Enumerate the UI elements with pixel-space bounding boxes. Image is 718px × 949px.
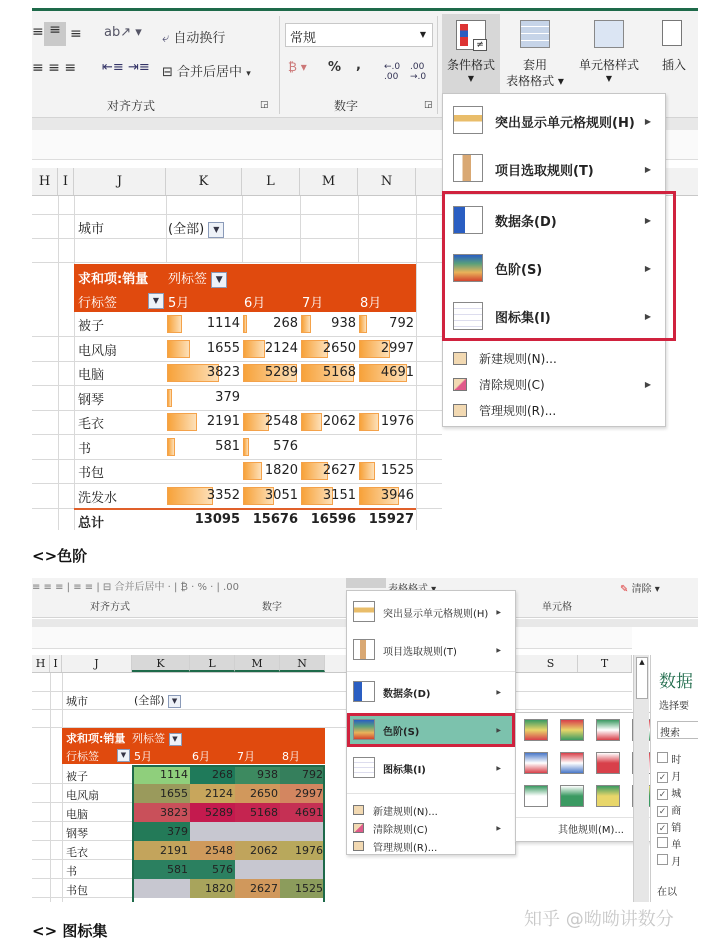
color-scale-cell[interactable]: 3823 — [132, 803, 190, 822]
color-scales-icon — [353, 719, 375, 740]
cond-format-button-pressed[interactable] — [346, 578, 386, 588]
color-scale-cell[interactable]: 581 — [132, 860, 190, 879]
accounting-format-icon[interactable]: ₿ ▾ — [288, 60, 307, 74]
color-scale-option-2[interactable] — [560, 719, 584, 741]
field-checkbox[interactable]: 单 — [657, 836, 681, 851]
data-cell[interactable] — [300, 386, 358, 410]
format-as-table-button[interactable]: 套用 表格格式 ▾ — [506, 14, 564, 94]
divider — [347, 793, 515, 794]
column-header[interactable]: N — [358, 168, 416, 195]
submenu-arrow-icon: ▶ — [644, 263, 651, 273]
data-cell[interactable]: 1525 — [358, 459, 416, 483]
panel-footer: 在以 — [657, 887, 677, 898]
row-label: 钢琴 — [78, 392, 105, 408]
filter-label: 城市 — [78, 222, 105, 237]
total-value: 15927 — [368, 512, 414, 527]
data-cell[interactable]: 1976 — [358, 410, 416, 434]
row-label: 洗发水 — [78, 490, 118, 506]
data-cell[interactable]: 2997 — [358, 337, 416, 361]
column-labels[interactable]: 列标签 ▼ — [168, 268, 227, 288]
row-label: 毛衣 — [78, 417, 105, 432]
scroll-up-arrow-icon[interactable]: ▲ — [636, 657, 648, 699]
conditional-formatting-icon: ≠ — [456, 20, 486, 50]
pivot-field-panel — [650, 655, 698, 902]
color-scale-cell[interactable]: 576 — [190, 860, 235, 879]
total-label: 总计 — [78, 516, 105, 530]
filter-value[interactable]: (全部) ▼ — [168, 218, 224, 238]
color-scale-option-5[interactable] — [524, 752, 548, 774]
gridline — [242, 196, 243, 262]
field-checkbox[interactable]: ✓ 销 — [658, 823, 682, 834]
total-value: 13095 — [194, 512, 240, 527]
color-scale-cell[interactable]: 379 — [132, 822, 190, 841]
data-cell[interactable]: 5168 — [300, 361, 358, 385]
color-scale-cell[interactable]: 4691 — [280, 803, 325, 822]
filter-dropdown-icon[interactable]: ▼ — [168, 695, 181, 708]
color-scale-option-6[interactable] — [560, 752, 584, 774]
highlight-cells-icon — [453, 106, 483, 134]
menu-item-color-scales[interactable]: 色阶(S) ▶ — [347, 713, 515, 747]
clear-button[interactable]: ✎ 清除 ▾ — [620, 584, 660, 595]
submenu-arrow-icon: ▶ — [496, 726, 501, 734]
color-scale-cell[interactable]: 2062 — [235, 841, 280, 860]
row-label: 电脑 — [78, 368, 105, 383]
data-cell[interactable] — [358, 435, 416, 459]
data-cell[interactable]: 3352 — [166, 484, 242, 508]
checkbox-checked-icon[interactable]: ✓ — [658, 824, 667, 834]
merge-center-button[interactable]: ⊟ 合并后居中 ▾ — [162, 65, 251, 80]
menu-item-top-bottom[interactable]: 项目选取规则(T) ▶ — [347, 633, 515, 667]
column-labels[interactable]: 列标签 ▼ — [132, 730, 182, 746]
submenu-arrow-icon: ▶ — [644, 215, 651, 225]
manage-rules-icon — [453, 404, 467, 417]
row-label: 书 — [66, 865, 77, 878]
data-bar — [243, 438, 249, 456]
data-cell[interactable]: 1655 — [166, 337, 242, 361]
column-header[interactable]: I — [58, 168, 74, 195]
field-checkbox[interactable]: 月 — [657, 853, 681, 868]
gridline — [166, 196, 167, 262]
data-cell[interactable]: 268 — [242, 312, 300, 336]
comma-button[interactable]: , — [356, 58, 361, 73]
highlight-box — [442, 191, 676, 341]
chevron-down-icon: ▼ — [419, 30, 426, 39]
menu-item-icon-sets[interactable]: 图标集(I) ▶ — [347, 751, 515, 785]
data-bar — [167, 340, 190, 358]
wrap-text-button[interactable]: ⤶ 自动换行 — [162, 31, 226, 46]
gridline — [300, 196, 301, 262]
month-header: 5月 — [168, 296, 190, 311]
data-bars-icon — [353, 681, 375, 702]
insert-cells-icon — [662, 20, 682, 46]
color-scale-cell[interactable]: 2997 — [280, 784, 325, 803]
checkbox-checked-icon[interactable]: ✓ — [658, 773, 667, 783]
checkbox-icon[interactable] — [657, 752, 668, 763]
group-label-number: 数字 — [334, 99, 359, 113]
divider — [437, 16, 438, 114]
color-scale-option-7[interactable] — [596, 752, 620, 774]
menu-item-highlight-cells[interactable]: 突出显示单元格规则(H) ▶ — [347, 595, 515, 629]
data-cell[interactable] — [166, 459, 242, 483]
increase-indent-icon[interactable]: ⇥≡ — [128, 60, 150, 75]
table-brush-icon — [520, 20, 550, 48]
color-scale-cell[interactable]: 5168 — [235, 803, 280, 822]
color-scale-option-1[interactable] — [524, 719, 548, 741]
top-bottom-icon — [453, 154, 483, 182]
panel-subtitle: 选择要 — [659, 701, 689, 712]
submenu-arrow-icon: ▶ — [496, 688, 501, 696]
group-label-cells: 单元格 — [542, 602, 572, 613]
color-scale-cell[interactable]: 1820 — [190, 879, 235, 898]
color-scale-cell[interactable]: 268 — [190, 765, 235, 784]
data-cell[interactable]: 1114 — [166, 312, 242, 336]
number-format-select[interactable]: 常规 ▼ — [285, 23, 433, 47]
data-bar — [243, 340, 265, 358]
column-header[interactable]: S — [524, 655, 578, 672]
insert-button[interactable]: 插入 — [654, 14, 698, 94]
section-caption-icon-sets: <> 图标集 — [32, 922, 108, 940]
data-cell[interactable]: 2062 — [300, 410, 358, 434]
highlight-cells-icon — [353, 601, 375, 622]
field-checkbox[interactable]: ✓ 月 — [658, 772, 682, 783]
data-cell[interactable]: 938 — [300, 312, 358, 336]
row-filter-dropdown-icon[interactable]: ▼ — [117, 749, 130, 762]
data-cell[interactable]: 576 — [242, 435, 300, 459]
percent-button[interactable]: % — [328, 60, 342, 75]
color-scale-cell[interactable]: 2548 — [190, 841, 235, 860]
divider — [347, 671, 515, 672]
row-label: 钢琴 — [66, 827, 88, 840]
data-bar — [359, 315, 367, 333]
column-header[interactable]: M — [300, 168, 358, 195]
icon-sets-icon — [353, 757, 375, 778]
bottom-screenshot — [32, 578, 698, 902]
top-bottom-icon — [353, 639, 375, 660]
data-bar — [243, 315, 247, 333]
column-header[interactable]: M — [235, 655, 280, 672]
data-cell[interactable]: 3823 — [166, 361, 242, 385]
submenu-arrow-icon: ▶ — [644, 311, 651, 321]
align-bottom-icon[interactable]: ≡ — [70, 26, 82, 42]
align-top-icon[interactable]: ≡ — [32, 24, 44, 40]
checkbox-checked-icon[interactable]: ✓ — [658, 790, 667, 800]
data-bar — [167, 389, 172, 407]
color-scale-cell[interactable]: 938 — [235, 765, 280, 784]
color-scale-cell[interactable]: 1655 — [132, 784, 190, 803]
data-cell[interactable]: 379 — [166, 386, 242, 410]
data-cell[interactable] — [242, 386, 300, 410]
month-header: 7月 — [302, 296, 324, 311]
column-header[interactable]: N — [280, 655, 325, 672]
column-header[interactable]: H — [32, 655, 50, 672]
total-value: 15676 — [252, 512, 298, 527]
align-left-icon[interactable]: ≡ ≡ ≡ — [32, 60, 77, 76]
month-header: 7月 — [237, 750, 255, 763]
gridline — [32, 262, 442, 263]
field-checkbox[interactable]: 时 — [657, 751, 681, 766]
color-scale-cell[interactable]: 2627 — [235, 879, 280, 898]
column-header[interactable]: L — [190, 655, 235, 672]
gridline — [74, 196, 75, 530]
menu-item-data-bars[interactable]: 数据条(D) ▶ — [347, 675, 515, 709]
column-header[interactable]: I — [50, 655, 62, 672]
align-middle-icon[interactable]: ≡ — [44, 22, 66, 46]
panel-title: 数据 — [659, 672, 693, 692]
submenu-arrow-icon: ▶ — [496, 764, 501, 772]
orientation-icon[interactable]: ab↗ ▾ — [104, 25, 142, 40]
month-header: 6月 — [192, 750, 210, 763]
filter-value[interactable]: (全部) ▼ — [134, 692, 181, 708]
color-scale-option-11[interactable] — [596, 785, 620, 807]
gridline — [50, 673, 51, 902]
data-cell[interactable]: 5289 — [242, 361, 300, 385]
dialog-launcher-icon[interactable]: ◲ — [424, 100, 433, 110]
group-label-alignment: 对齐方式 — [90, 602, 130, 613]
row-filter-dropdown-icon[interactable]: ▼ — [148, 293, 164, 309]
menu-item-new-rule[interactable]: 新建规则(N)... — [347, 801, 515, 819]
group-label-alignment: 对齐方式 — [107, 99, 156, 113]
data-bar — [167, 413, 197, 431]
field-checkbox[interactable]: ✓ 商 — [658, 806, 682, 817]
field-checkbox[interactable]: ✓ 城 — [658, 789, 682, 800]
row-labels[interactable]: 行标签 ▼ — [66, 748, 132, 764]
row-label: 书 — [78, 441, 92, 457]
gridline — [32, 709, 632, 710]
selection-border — [132, 765, 325, 902]
column-header[interactable]: K — [166, 168, 242, 195]
data-bar — [359, 462, 375, 480]
filter-label: 城市 — [66, 695, 88, 708]
row-label: 电风扇 — [66, 789, 99, 802]
gridline — [32, 214, 442, 215]
increase-decimal-icon[interactable]: ←.0 .00 — [384, 62, 401, 82]
field-search-input[interactable]: 搜索 — [657, 721, 698, 739]
color-scale-option-3[interactable] — [596, 719, 620, 741]
submenu-arrow-icon: ▶ — [496, 608, 501, 616]
dialog-launcher-icon[interactable]: ◲ — [260, 100, 269, 110]
color-scale-cell[interactable]: 1525 — [280, 879, 325, 898]
formula-bar[interactable] — [32, 627, 632, 649]
checkbox-checked-icon[interactable]: ✓ — [658, 807, 667, 817]
column-header[interactable]: J — [74, 168, 166, 195]
ribbon-tools-fragment: ≡ ≡ ≡ | ≡ ≡ | ⊟ 合并后居中 · | ₿ · % · | .00 — [32, 582, 239, 593]
color-scale-cell[interactable]: 2191 — [132, 841, 190, 860]
color-scale-cell[interactable]: 2650 — [235, 784, 280, 803]
row-label: 书包 — [66, 884, 88, 897]
color-scale-cell[interactable]: 792 — [280, 765, 325, 784]
row-labels[interactable]: 行标签 ▼ — [78, 292, 166, 311]
checkbox-icon[interactable] — [657, 854, 668, 865]
gridline — [58, 196, 59, 530]
data-bar — [301, 413, 322, 431]
section-caption-color-scales: <>色阶 — [32, 547, 88, 565]
month-header: 8月 — [360, 296, 382, 311]
menu-item-clear-rules[interactable]: 清除规则(C) ▶ — [347, 819, 515, 837]
color-scale-cell[interactable]: 1976 — [280, 841, 325, 860]
data-bar — [359, 413, 379, 431]
color-scale-option-9[interactable] — [524, 785, 548, 807]
filter-funnel-icon[interactable]: ▼ — [211, 272, 227, 288]
column-header[interactable]: L — [242, 168, 300, 195]
cell-styles-button[interactable]: 单元格样式 ▼ — [572, 14, 646, 94]
row-label: 电风扇 — [78, 343, 118, 359]
data-bar — [243, 462, 262, 480]
menu-item-data-bars[interactable]: 数据条(D) ▶ — [443, 196, 665, 244]
submenu-arrow-icon: ▶ — [496, 824, 501, 832]
row-label: 被子 — [66, 770, 88, 783]
column-header[interactable]: H — [32, 168, 58, 195]
menu-item-clear-rules[interactable]: 清除规则(C) ▶ — [443, 372, 665, 396]
column-header-row — [32, 655, 632, 673]
submenu-arrow-icon: ▶ — [644, 164, 651, 174]
data-cell[interactable]: 581 — [166, 435, 242, 459]
group-label-number: 数字 — [262, 602, 282, 613]
submenu-arrow-icon: ▶ — [644, 379, 651, 389]
gridline — [358, 196, 359, 262]
watermark: 知乎 @呦呦讲数分 — [524, 909, 674, 930]
total-divider — [74, 508, 416, 510]
conditional-format-menu — [346, 590, 516, 855]
row-label: 毛衣 — [66, 846, 88, 859]
gridline — [62, 673, 63, 902]
new-rule-icon — [353, 805, 364, 815]
data-bar — [167, 315, 182, 333]
menu-item-icon-sets[interactable]: 图标集(I) ▶ — [443, 292, 665, 340]
color-scale-cell[interactable]: 5289 — [190, 803, 235, 822]
gridline — [32, 691, 632, 692]
month-header: 6月 — [244, 296, 266, 311]
column-header[interactable]: K — [132, 655, 190, 672]
data-bar — [167, 438, 175, 456]
row-label: 被子 — [78, 319, 105, 334]
row-label: 电脑 — [66, 808, 88, 821]
column-header[interactable]: J — [62, 655, 132, 672]
menu-item-color-scales[interactable]: 色阶(S) ▶ — [443, 244, 665, 292]
month-header: 5月 — [134, 750, 152, 763]
data-cell[interactable]: 3151 — [300, 484, 358, 508]
menu-item-manage-rules[interactable]: 管理规则(R)... — [443, 398, 665, 422]
clear-rules-icon — [353, 823, 364, 833]
clear-rules-icon — [453, 378, 467, 391]
color-scale-option-10[interactable] — [560, 785, 584, 807]
gridline — [32, 238, 442, 239]
wrap-text-icon: ⤶ — [162, 31, 170, 46]
eraser-icon: ✎ — [620, 584, 629, 595]
gridline — [416, 196, 417, 530]
data-cell[interactable]: 3946 — [358, 484, 416, 508]
data-cell[interactable]: 2627 — [300, 459, 358, 483]
data-cell[interactable]: 3051 — [242, 484, 300, 508]
merge-icon: ⊟ — [162, 65, 173, 80]
checkbox-icon[interactable] — [657, 837, 668, 848]
divider — [279, 16, 280, 114]
filter-funnel-icon[interactable]: ▼ — [169, 733, 182, 746]
manage-rules-icon — [353, 841, 364, 851]
sum-label: 求和项:销量 — [66, 732, 126, 745]
data-cell[interactable] — [358, 386, 416, 410]
new-rule-icon — [453, 352, 467, 365]
cell-style-brush-icon — [594, 20, 624, 48]
menu-item-new-rule[interactable]: 新建规则(N)... — [443, 346, 665, 370]
submenu-arrow-icon: ▶ — [496, 646, 501, 654]
total-value: 16596 — [310, 512, 356, 527]
month-header: 8月 — [282, 750, 300, 763]
data-cell[interactable]: 2124 — [242, 337, 300, 361]
data-cell[interactable]: 2548 — [242, 410, 300, 434]
decrease-indent-icon[interactable]: ⇤≡ — [102, 60, 124, 75]
data-cell[interactable] — [300, 435, 358, 459]
sum-label: 求和项:销量 — [78, 272, 149, 287]
color-scale-cell[interactable]: 2124 — [190, 784, 235, 803]
decrease-decimal-icon[interactable]: .00 →.0 — [410, 62, 427, 82]
vertical-scrollbar[interactable] — [633, 655, 649, 902]
top-screenshot — [32, 0, 698, 530]
data-cell[interactable]: 4691 — [358, 361, 416, 385]
data-cell[interactable]: 2650 — [300, 337, 358, 361]
menu-item-top-bottom[interactable]: 项目选取规则(T) ▶ — [443, 146, 665, 192]
row-label: 书包 — [78, 466, 105, 481]
submenu-arrow-icon: ▶ — [644, 116, 651, 126]
data-cell[interactable]: 1820 — [242, 459, 300, 483]
conditional-format-menu — [442, 93, 666, 427]
column-header[interactable]: T — [578, 655, 632, 672]
conditional-formatting-button[interactable]: ≠ 条件格式 ▼ — [442, 14, 500, 94]
gridline — [32, 878, 132, 879]
data-cell[interactable]: 2191 — [166, 410, 242, 434]
data-cell[interactable]: 792 — [358, 312, 416, 336]
filter-dropdown-icon[interactable]: ▼ — [208, 222, 224, 238]
more-rules-item[interactable]: 其他规则(M)... — [558, 825, 624, 836]
data-bar — [301, 315, 311, 333]
color-scale-cell[interactable]: 1114 — [132, 765, 190, 784]
menu-item-manage-rules[interactable]: 管理规则(R)... — [347, 837, 515, 855]
menu-item-highlight-cells[interactable]: 突出显示单元格规则(H) ▶ — [443, 98, 665, 144]
